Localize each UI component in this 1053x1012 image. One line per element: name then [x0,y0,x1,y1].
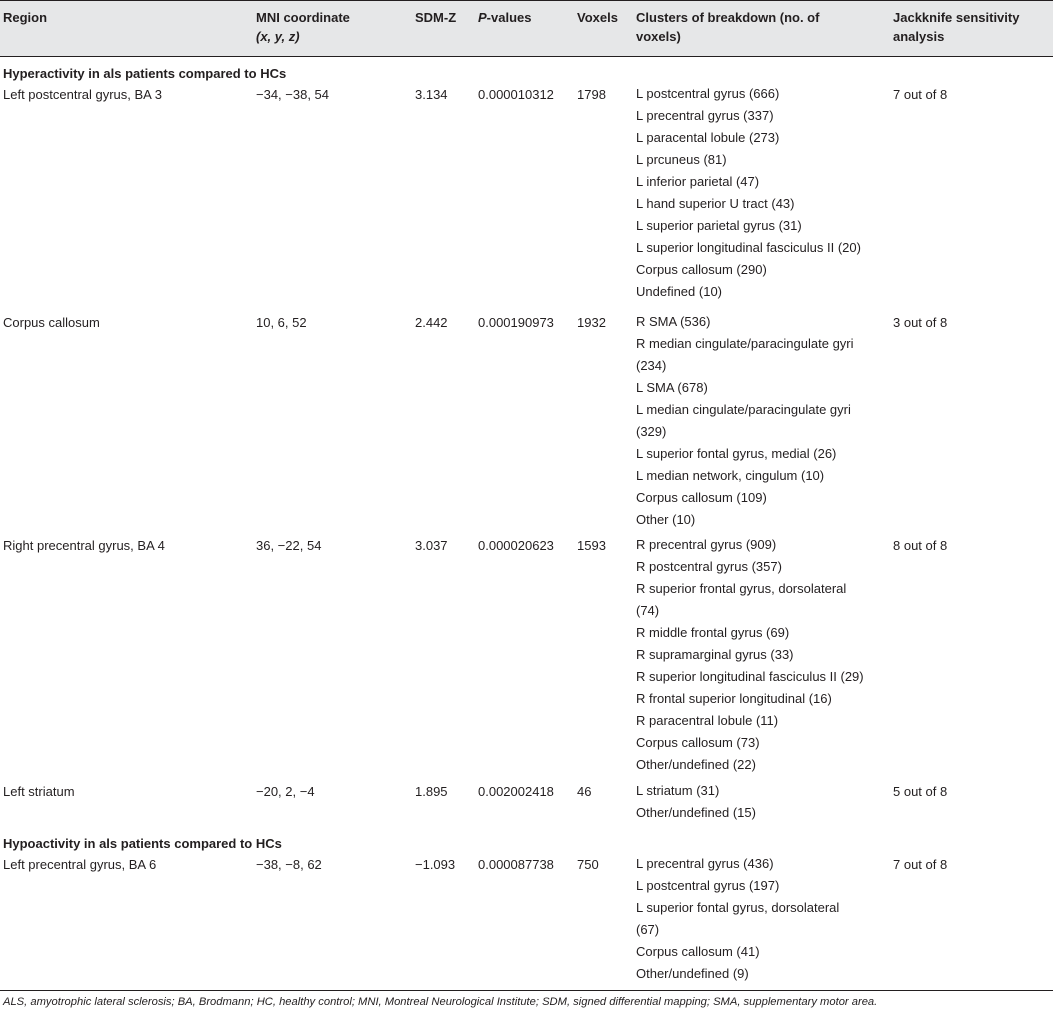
cluster-item: L hand superior U tract (43) [636,196,795,211]
row-sdmz: 3.037 [415,538,448,553]
header-clusters-line2: voxels) [636,29,681,44]
row-region: Left precentral gyrus, BA 6 [3,857,157,872]
row-mni: 36, −22, 54 [256,538,322,553]
section-title-hypoactivity: Hypoactivity in als patients compared to HCs [3,836,282,851]
row-region: Left postcentral gyrus, BA 3 [3,87,162,102]
cluster-item: (67) [636,922,660,937]
row-voxels: 1798 [577,87,606,102]
row-jackknife: 7 out of 8 [893,87,948,102]
cluster-item: Corpus callosum (290) [636,262,767,277]
row-voxels: 1932 [577,315,606,330]
cluster-item: R superior frontal gyrus, dorsolateral [636,581,847,596]
cluster-item: Other/undefined (22) [636,757,756,772]
cluster-item: L postcentral gyrus (666) [636,86,780,101]
cluster-item: Other (10) [636,512,696,527]
row-jackknife: 5 out of 8 [893,784,948,799]
row-clusters [636,311,886,531]
cluster-item: L paracental lobule (273) [636,130,780,145]
header-jackknife-line1: Jackknife sensitivity [893,10,1020,25]
cluster-item: L median network, cingulum (10) [636,468,825,483]
header-mni-line1: MNI coordinate [256,10,350,25]
cluster-item: L postcentral gyrus (197) [636,878,780,893]
cluster-item: R superior longitudinal fasciculus II (29) [636,669,864,684]
row-region: Right precentral gyrus, BA 4 [3,538,165,553]
header-jackknife [893,8,1019,46]
row-jackknife: 3 out of 8 [893,315,948,330]
row-clusters [636,534,886,776]
row-voxels: 46 [577,784,592,799]
row-pvalue: 0.000010312 [478,87,554,102]
cluster-item: Other/undefined (9) [636,966,749,981]
cluster-item: (74) [636,603,660,618]
cluster-item: Corpus callosum (73) [636,735,760,750]
table-header-rule [0,56,1053,57]
cluster-item: R precentral gyrus (909) [636,537,777,552]
row-mni: −34, −38, 54 [256,87,330,102]
cluster-item: Corpus callosum (109) [636,490,767,505]
table-top-rule [0,0,1053,1]
cluster-item: L superior parietal gyrus (31) [636,218,802,233]
row-sdmz: 1.895 [415,784,448,799]
cluster-item: L precentral gyrus (337) [636,108,774,123]
row-mni: −38, −8, 62 [256,857,322,872]
header-sdmz: SDM-Z [415,10,457,25]
row-mni: −20, 2, −4 [256,784,315,799]
header-mni-line2: (x, y, z) [256,29,300,44]
header-p-rest: -values [486,10,532,25]
row-voxels: 1593 [577,538,606,553]
row-clusters [636,853,886,985]
row-pvalue: 0.000087738 [478,857,554,872]
cluster-item: R frontal superior longitudinal (16) [636,691,832,706]
table-bottom-rule [0,990,1053,991]
header-voxels: Voxels [577,10,618,25]
cluster-item: L superior longitudinal fasciculus II (20) [636,240,861,255]
cluster-item: (329) [636,424,667,439]
row-pvalue: 0.000190973 [478,315,554,330]
table-footnote: ALS, amyotrophic lateral sclerosis; BA, Brodmann; HC, healthy control; MNI, Montreal Neurological Institute; SDM, signed differential mapping; SMA, supplementary motor area. [3,996,878,1008]
cluster-item: R median cingulate/paracingulate gyri [636,336,854,351]
row-sdmz: −1.093 [415,857,456,872]
header-p-italic: P [478,10,487,25]
cluster-item: R middle frontal gyrus (69) [636,625,790,640]
cluster-item: (234) [636,358,667,373]
cluster-item: L inferior parietal (47) [636,174,760,189]
row-pvalue: 0.002002418 [478,784,554,799]
row-region: Corpus callosum [3,315,100,330]
cluster-item: L superior fontal gyrus, medial (26) [636,446,837,461]
cluster-item: L striatum (31) [636,783,720,798]
row-clusters [636,780,886,824]
cluster-item: R paracentral lobule (11) [636,713,779,728]
header-pvalues [478,8,531,27]
cluster-item: Undefined (10) [636,284,722,299]
cluster-item: L precentral gyrus (436) [636,856,774,871]
row-jackknife: 7 out of 8 [893,857,948,872]
cluster-item: Other/undefined (15) [636,805,756,820]
cluster-item: Corpus callosum (41) [636,944,760,959]
section-title-hyperactivity: Hyperactivity in als patients compared to HCs [3,66,287,81]
header-clusters [636,8,819,46]
row-clusters [636,83,886,303]
row-sdmz: 3.134 [415,87,448,102]
cluster-item: R SMA (536) [636,314,711,329]
cluster-item: L superior fontal gyrus, dorsolateral [636,900,840,915]
row-pvalue: 0.000020623 [478,538,554,553]
cluster-item: L prcuneus (81) [636,152,727,167]
header-jackknife-line2: analysis [893,29,945,44]
row-region: Left striatum [3,784,75,799]
row-sdmz: 2.442 [415,315,448,330]
header-region: Region [3,10,48,25]
cluster-item: L median cingulate/paracingulate gyri [636,402,851,417]
header-clusters-line1: Clusters of breakdown (no. of [636,10,820,25]
cluster-item: R postcentral gyrus (357) [636,559,782,574]
cluster-item: L SMA (678) [636,380,708,395]
cluster-item: R supramarginal gyrus (33) [636,647,794,662]
row-jackknife: 8 out of 8 [893,538,948,553]
row-voxels: 750 [577,857,599,872]
header-mni [256,8,350,46]
row-mni: 10, 6, 52 [256,315,307,330]
